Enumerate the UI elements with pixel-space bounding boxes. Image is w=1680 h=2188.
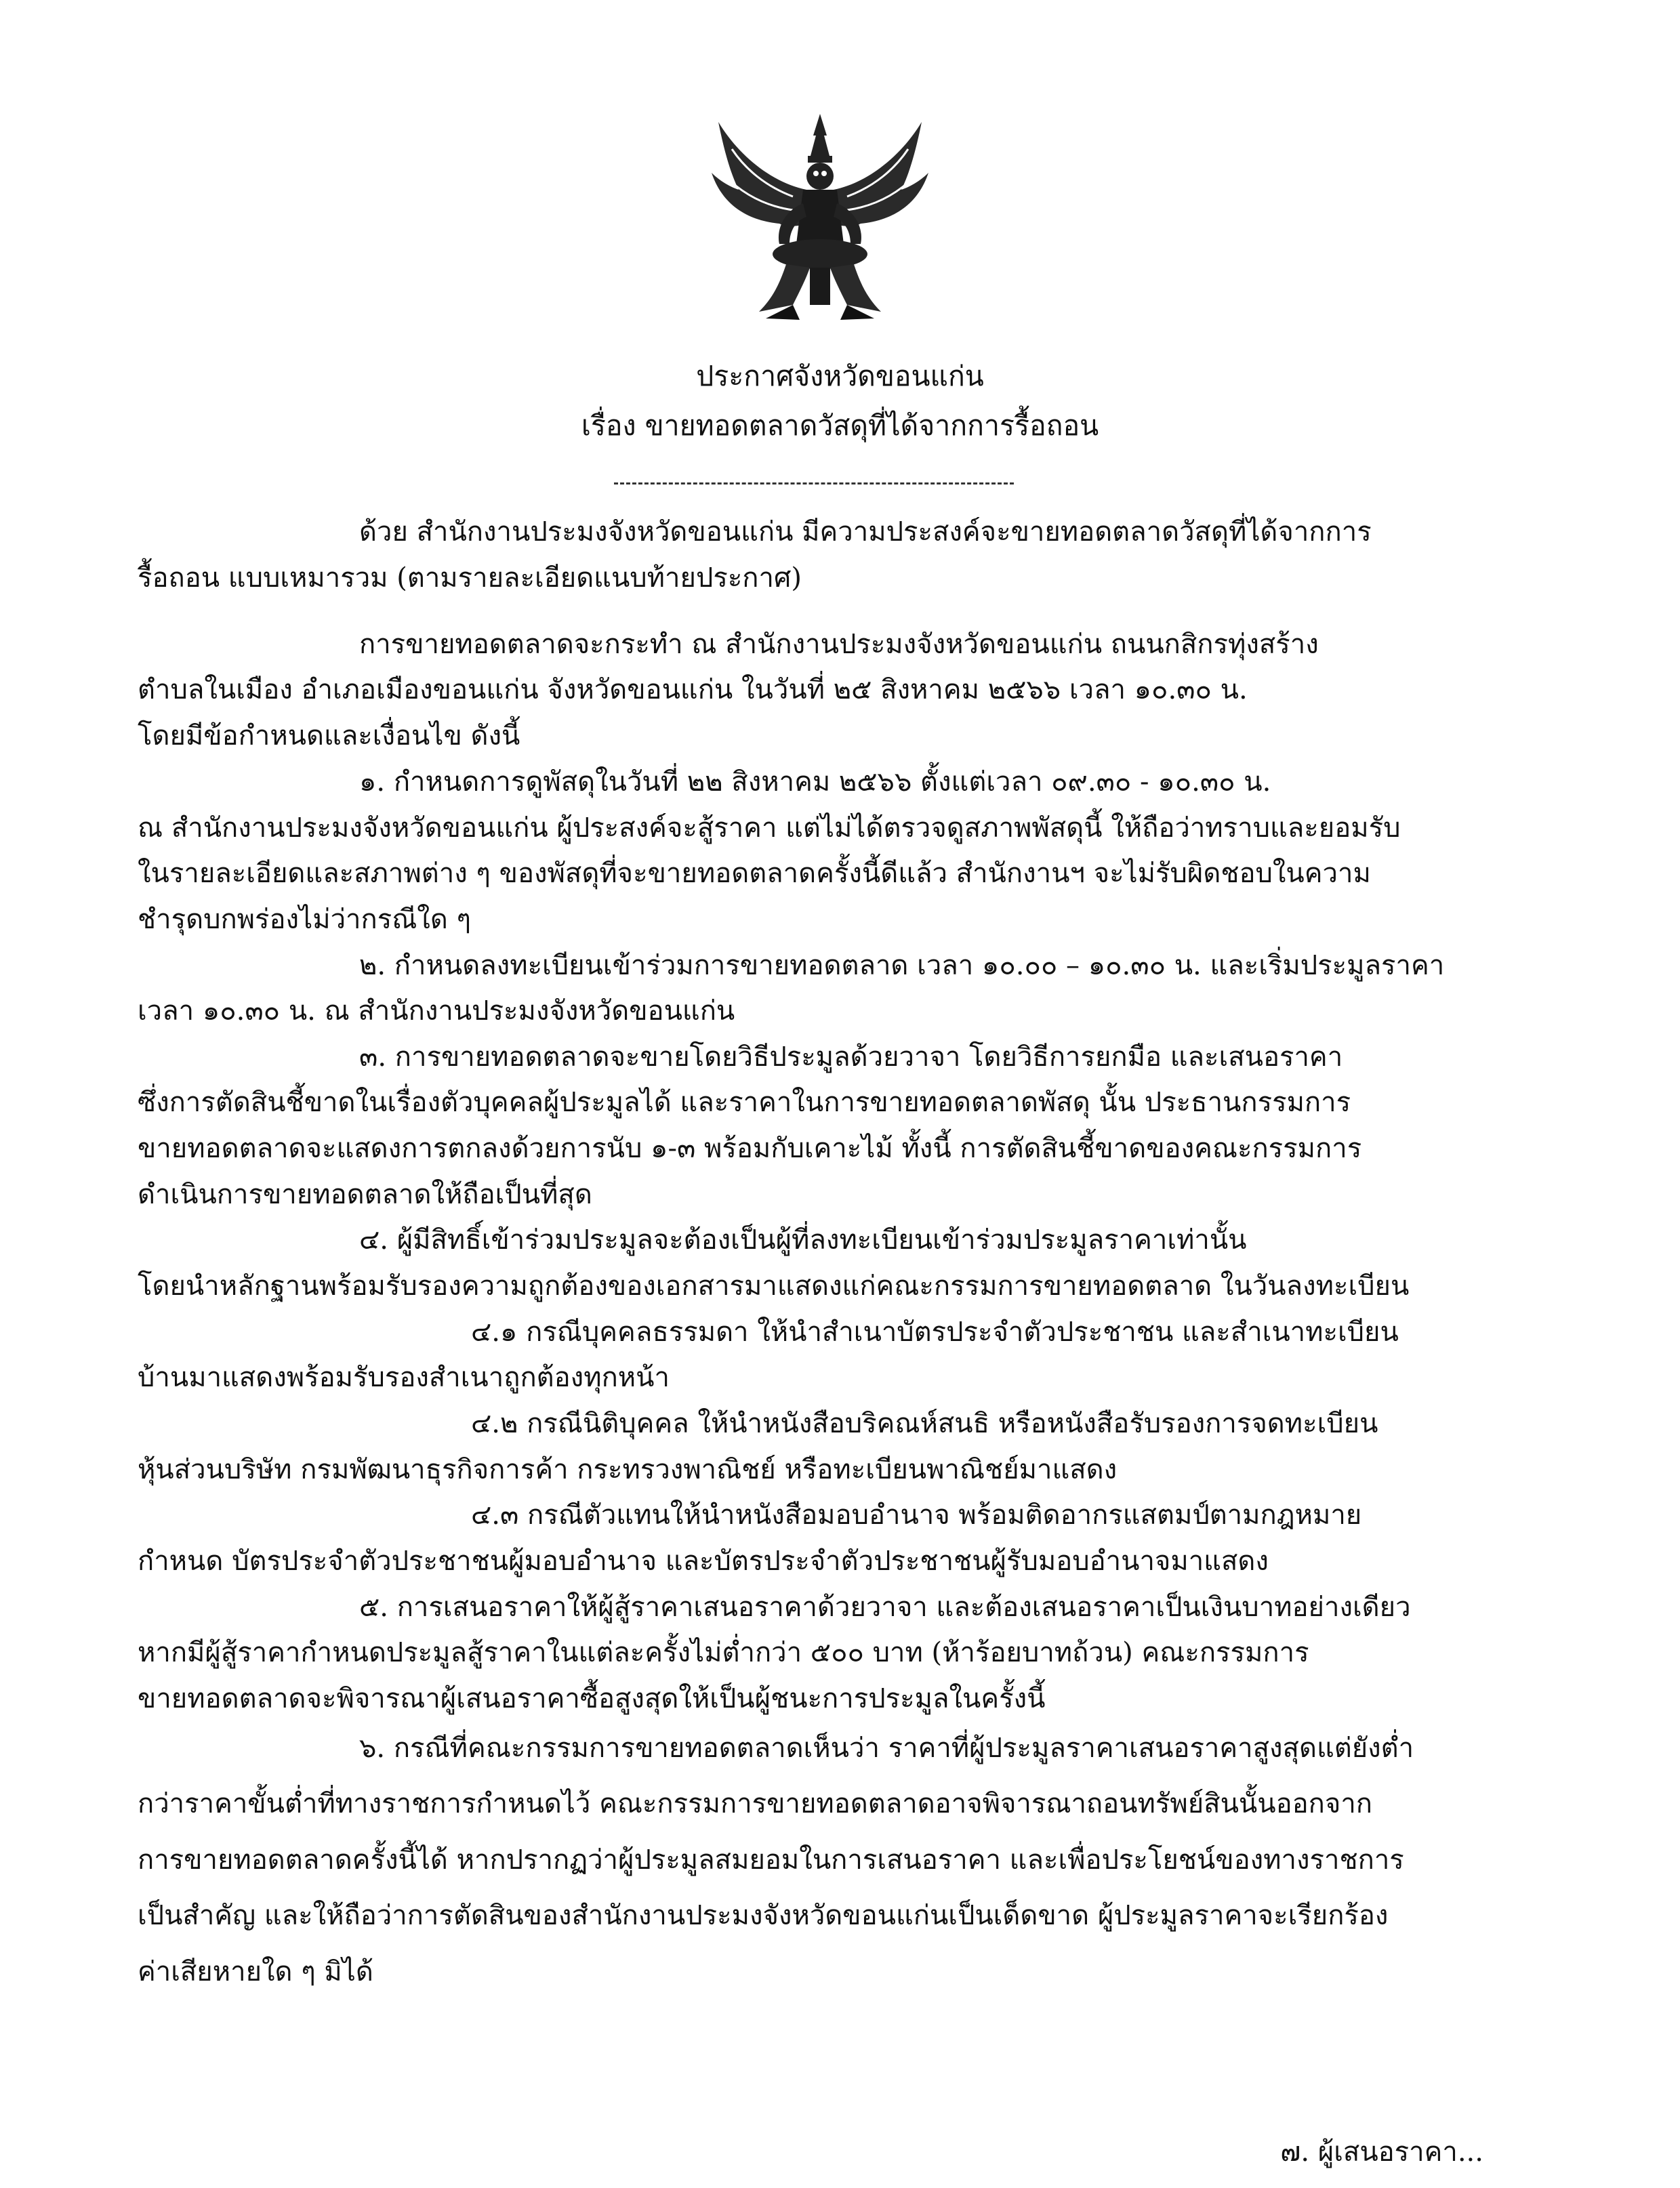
body-line: บ้านมาแสดงพร้อมรับรองสำเนาถูกต้องทุกหน้า (138, 1362, 670, 1393)
body-line: หุ้นส่วนบริษัท กรมพัฒนาธุรกิจการค้า กระทรวงพาณิชย์ หรือทะเบียนพาณิชย์มาแสดง (138, 1454, 1118, 1485)
body-line: ชำรุดบกพร่องไม่ว่ากรณีใด ๆ (138, 904, 472, 935)
announcement-title: ประกาศจังหวัดขอนแก่น (696, 360, 984, 392)
body-line: ๖. กรณีที่คณะกรรมการขายทอดตลาดเห็นว่า ราคาที่ผู้ประมูลราคาเสนอราคาสูงสุดแต่ยังต่ำ (359, 1733, 1414, 1764)
body-line: ด้วย สำนักงานประมงจังหวัดขอนแก่น มีความประสงค์จะขายทอดตลาดวัสดุที่ได้จากการ (359, 516, 1372, 548)
body-line: โดยมีข้อกำหนดและเงื่อนไข ดังนี้ (138, 720, 520, 751)
body-line: กว่าราคาขั้นต่ำที่ทางราชการกำหนดไว้ คณะกรรมการขายทอดตลาดอาจพิจารณาถอนทรัพย์สินนั้นออกจาก (138, 1788, 1372, 1819)
body-line: ขายทอดตลาดจะพิจารณาผู้เสนอราคาซื้อสูงสุดให้เป็นผู้ชนะการประมูลในครั้งนี้ (138, 1683, 1046, 1714)
body-line: ๔. ผู้มีสิทธิ์เข้าร่วมประมูลจะต้องเป็นผู้ที่ลงทะเบียนเข้าร่วมประมูลราคาเท่านั้น (359, 1224, 1247, 1256)
body-line: ค่าเสียหายใด ๆ มิได้ (138, 1956, 373, 1987)
body-line: ดำเนินการขายทอดตลาดให้ถือเป็นที่สุด (138, 1179, 592, 1210)
body-line: ๔.๑ กรณีบุคคลธรรมดา ให้นำสำเนาบัตรประจำตัวประชาชน และสำเนาทะเบียน (471, 1317, 1399, 1348)
body-line: ณ สำนักงานประมงจังหวัดขอนแก่น ผู้ประสงค์จะสู้ราคา แต่ไม่ได้ตรวจดูสภาพพัสดุนี้ ให้ถือว่าทราบและยอมรับ (138, 812, 1401, 844)
body-line: เวลา ๑๐.๓๐ น. ณ สำนักงานประมงจังหวัดขอนแก่น (138, 995, 735, 1027)
body-line: ซึ่งการตัดสินชี้ขาดในเรื่องตัวบุคคลผู้ประมูลได้ และราคาในการขายทอดตลาดพัสดุ นั้น ประธานกรรมการ (138, 1087, 1351, 1118)
body-line: โดยนำหลักฐานพร้อมรับรองความถูกต้องของเอกสารมาแสดงแก่คณะกรรมการขายทอดตลาด ในวันลงทะเบียน (138, 1271, 1410, 1302)
body-line: ๑. กำหนดการดูพัสดุในวันที่ ๒๒ สิงหาคม ๒๕๖๖ ตั้งแต่เวลา ๐๙.๓๐ - ๑๐.๓๐ น. (359, 766, 1271, 798)
body-line: กำหนด บัตรประจำตัวประชาชนผู้มอบอำนาจ และบัตรประจำตัวประชาชนผู้รับมอบอำนาจมาแสดง (138, 1546, 1269, 1577)
announcement-subject: เรื่อง ขายทอดตลาดวัสดุที่ได้จากการรื้อถอน (581, 409, 1099, 442)
title-separator (614, 482, 1014, 484)
body-line: การขายทอดตลาดครั้งนี้ได้ หากปรากฏว่าผู้ประมูลสมยอมในการเสนอราคา และเพื่อประโยชน์ของทางราชการ (138, 1844, 1404, 1876)
body-line: ตำบลในเมือง อำเภอเมืองขอนแก่น จังหวัดขอนแก่น ในวันที่ ๒๕ สิงหาคม ๒๕๖๖ เวลา ๑๐.๓๐ น. (138, 674, 1248, 705)
body-line: ๔.๓ กรณีตัวแทนให้นำหนังสือมอบอำนาจ พร้อมติดอากรแสตมป์ตามกฎหมาย (471, 1500, 1362, 1531)
body-line: รื้อถอน แบบเหมารวม (ตามรายละเอียดแนบท้ายประกาศ) (138, 562, 802, 594)
garuda-emblem-icon (691, 108, 949, 325)
body-line: ๒. กำหนดลงทะเบียนเข้าร่วมการขายทอดตลาด เวลา ๑๐.๐๐ – ๑๐.๓๐ น. และเริ่มประมูลราคา (359, 950, 1445, 981)
body-line: ๔.๒ กรณีนิติบุคคล ให้นำหนังสือบริคณห์สนธิ หรือหนังสือรับรองการจดทะเบียน (471, 1408, 1378, 1439)
body-line: ในรายละเอียดและสภาพต่าง ๆ ของพัสดุที่จะขายทอดตลาดครั้งนี้ดีแล้ว สำนักงานฯ จะไม่รับผิดชอบในความ (138, 858, 1371, 889)
body-line: การขายทอดตลาดจะกระทำ ณ สำนักงานประมงจังหวัดขอนแก่น ถนนกสิกรทุ่งสร้าง (359, 629, 1319, 660)
body-line: เป็นสำคัญ และให้ถือว่าการตัดสินของสำนักงานประมงจังหวัดขอนแก่นเป็นเด็ดขาด ผู้ประมูลราคาจะเรียกร้อง (138, 1900, 1389, 1931)
body-line: ขายทอดตลาดจะแสดงการตกลงด้วยการนับ ๑-๓ พร้อมกับเคาะไม้ ทั้งนี้ การตัดสินชี้ขาดของคณะกรรมการ (138, 1133, 1362, 1164)
body-line: ๓. การขายทอดตลาดจะขายโดยวิธีประมูลด้วยวาจา โดยวิธีการยกมือ และเสนอราคา (359, 1041, 1343, 1073)
body-line: ๕. การเสนอราคาให้ผู้สู้ราคาเสนอราคาด้วยวาจา และต้องเสนอราคาเป็นเงินบาทอย่างเดียว (359, 1592, 1411, 1623)
continuation-note: ๗. ผู้เสนอราคา... (1280, 2137, 1483, 2168)
body-line: หากมีผู้สู้ราคากำหนดประมูลสู้ราคาในแต่ละครั้งไม่ต่ำกว่า ๕๐๐ บาท (ห้าร้อยบาทถ้วน) คณะกรรมการ (138, 1637, 1309, 1668)
